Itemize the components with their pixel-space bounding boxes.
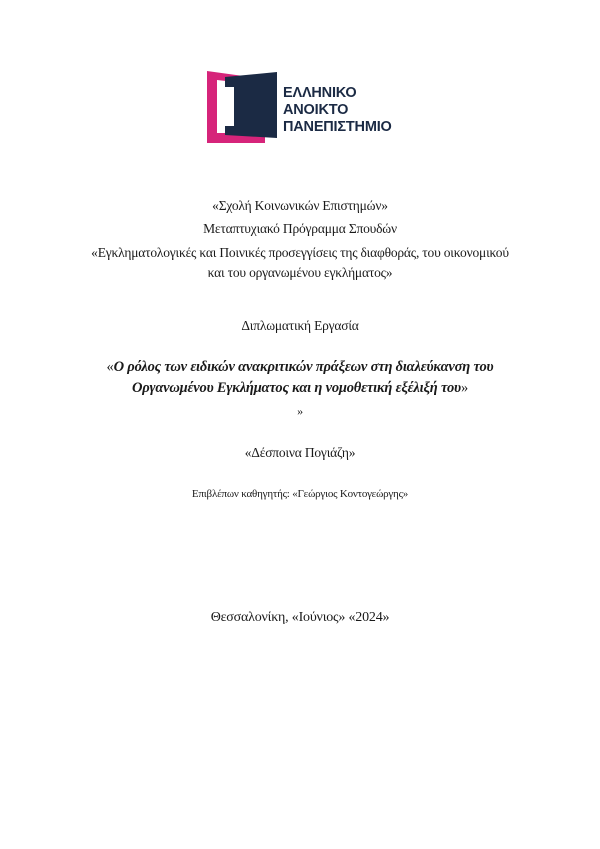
logo-line-2: ΑΝΟΙΚΤΟ <box>283 102 349 118</box>
author-name: «Δέσποινα Πογιάζη» <box>244 445 356 460</box>
title-open-quote: « <box>106 359 114 375</box>
school-name: «Σχολή Κοινωνικών Επιστημών» <box>212 198 388 213</box>
logo-line-3: ΠΑΝΕΠΙΣΤΗΜΙΟ <box>283 119 392 135</box>
supervisor: Επιβλέπων καθηγητής: «Γεώργιος Κοντογεώργης» <box>191 488 409 500</box>
logo-wordmark <box>283 85 392 136</box>
logo-line-1: ΕΛΛΗΝΙΚΟ <box>283 85 357 101</box>
thesis-title-line-1 <box>0 359 600 376</box>
title-close-quote: » <box>297 404 303 418</box>
specialization-line-1: «Εγκληματολογικές και Ποινικές προσεγγίσεις της διαφθοράς, του οικονομικού <box>91 245 509 260</box>
logo-notch-shape <box>225 87 234 126</box>
program-name: Μεταπτυχιακό Πρόγραμμα Σπουδών <box>203 221 397 236</box>
title-line-2-quote: » <box>460 380 469 396</box>
logo-emblem-icon <box>207 71 283 145</box>
specialization-line-2: και του οργανωμένου εγκλήματος» <box>207 265 393 280</box>
title-line-2-text: Οργανωμένου Εγκλήματος και η νομοθετική εξέλιξή του <box>131 380 461 396</box>
university-logo <box>207 71 397 145</box>
title-line-1-text: Ο ρόλος των ειδικών ανακριτικών πράξεων στη διαλεύκανση του <box>113 359 494 375</box>
thesis-title-line-2 <box>0 380 600 397</box>
thesis-type: Διπλωματική Εργασία <box>241 318 359 333</box>
place-date: Θεσσαλονίκη, «Ιούνιος» «2024» <box>210 610 390 625</box>
